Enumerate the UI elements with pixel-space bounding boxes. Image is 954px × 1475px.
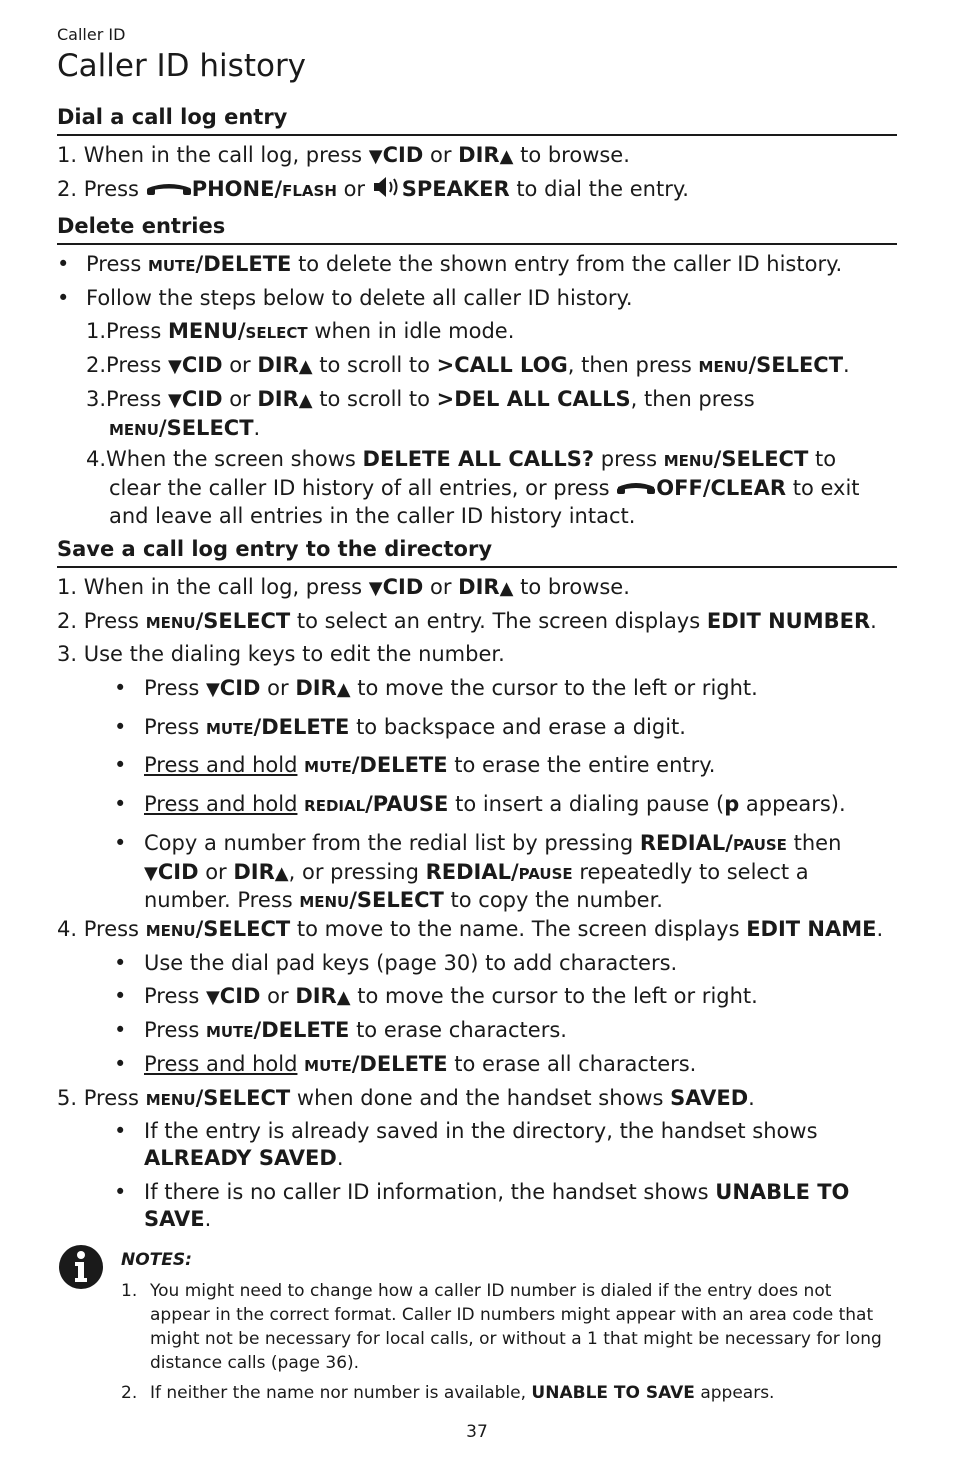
page-number: 37 — [466, 1422, 488, 1442]
up-arrow-icon: ▲ — [298, 356, 313, 377]
delete-substep-2: 2.Press ▼CID or DIR▲ to scroll to >CALL LOG, then press MENU/SELECT. — [86, 353, 850, 377]
save-step-5-bullet-1: • If the entry is already saved in the directory, the handset shows ALREADY SAVED. — [114, 1119, 818, 1170]
delete-substep-3: 3.Press ▼CID or DIR▲ to scroll to >DEL ALL CALLS, then press MENU/SELECT. — [86, 387, 755, 440]
delete-bullet-2: • Follow the steps below to delete all caller ID history. — [57, 286, 633, 310]
up-arrow-icon: ▲ — [274, 862, 289, 884]
bullet: • — [114, 1018, 127, 1042]
phone-handset-icon — [146, 178, 192, 205]
save-step-2: 2. Press MENU/SELECT to select an entry. The screen displays EDIT NUMBER. — [57, 609, 877, 633]
down-arrow-icon: ▼ — [144, 862, 158, 884]
note-2: 2. If neither the name nor number is available, UNABLE TO SAVE appears. — [121, 1383, 775, 1403]
bullet: • — [57, 286, 70, 310]
down-arrow-icon: ▼ — [168, 390, 182, 411]
save-step-4: 4. Press MENU/SELECT to move to the name. The screen displays EDIT NAME. — [57, 917, 884, 941]
bullet: • — [114, 831, 127, 855]
bullet: • — [114, 676, 127, 700]
up-arrow-icon: ▲ — [499, 578, 514, 599]
section-heading-delete: Delete entries — [57, 214, 897, 245]
save-step-4-bullet-4: • Press and hold MUTE/DELETE to erase all characters. — [114, 1052, 697, 1076]
dial-step-2: 2. Press PHONE/FLASH or SPEAKER to dial the entry. — [57, 176, 689, 205]
save-step-3-bullet-3: • Press and hold MUTE/DELETE to erase the entire entry. — [114, 753, 716, 777]
section-heading-save: Save a call log entry to the directory — [57, 537, 897, 568]
bullet: • — [114, 753, 127, 777]
down-arrow-icon: ▼ — [205, 679, 220, 700]
dial-step-1: 1. When in the call log, press ▼CID or DIR▲ to browse. — [57, 143, 630, 167]
save-step-3-bullet-1: • Press ▼CID or DIR▲ to move the cursor to the left or right. — [114, 676, 758, 700]
save-step-4-bullet-1: • Use the dial pad keys (page 30) to add characters. — [114, 951, 678, 975]
bullet: • — [114, 984, 127, 1008]
bullet: • — [114, 1052, 127, 1076]
page-title: Caller ID history — [57, 48, 307, 84]
running-head: Caller ID — [57, 25, 126, 44]
save-step-4-bullet-2: • Press ▼CID or DIR▲ to move the cursor to the left or right. — [114, 984, 758, 1008]
save-step-5-bullet-2: • If there is no caller ID information, the handset shows UNABLE TO SAVE. — [114, 1180, 850, 1231]
up-arrow-icon: ▲ — [336, 679, 351, 700]
info-icon — [57, 1242, 105, 1296]
bullet: • — [114, 1180, 127, 1204]
down-arrow-icon: ▼ — [368, 578, 383, 599]
save-step-3: 3. Use the dialing keys to edit the number. — [57, 642, 505, 666]
phone-hangup-icon — [616, 477, 656, 504]
save-step-1: 1. When in the call log, press ▼CID or DIR▲ to browse. — [57, 575, 630, 599]
bullet: • — [114, 951, 127, 975]
up-arrow-icon: ▲ — [336, 987, 351, 1008]
up-arrow-icon: ▲ — [499, 146, 514, 167]
down-arrow-icon: ▼ — [205, 987, 220, 1008]
notes-title: NOTES: — [121, 1250, 192, 1270]
down-arrow-icon: ▼ — [368, 146, 383, 167]
up-arrow-icon: ▲ — [298, 390, 313, 411]
section-heading-dial: Dial a call log entry — [57, 105, 897, 136]
save-step-4-bullet-3: • Press MUTE/DELETE to erase characters. — [114, 1018, 567, 1042]
save-step-5: 5. Press MENU/SELECT when done and the handset shows SAVED. — [57, 1086, 755, 1110]
speaker-icon — [372, 176, 402, 205]
save-step-3-bullet-2: • Press MUTE/DELETE to backspace and erase a digit. — [114, 715, 686, 739]
bullet: • — [114, 792, 127, 816]
delete-substep-1: 1.Press MENU/SELECT when in idle mode. — [86, 319, 515, 343]
delete-bullet-1: • Press MUTE/DELETE to delete the shown entry from the caller ID history. — [57, 252, 843, 276]
delete-substep-4: 4.When the screen shows DELETE ALL CALLS? press MENU/SELECT to clear the caller ID history of all entries, or press OFF/CLEAR to exit and leave all entries in the caller ID history intact. — [86, 447, 860, 528]
save-step-3-bullet-5: • Copy a number from the redial list by pressing REDIAL/PAUSE then ▼CID or DIR▲, or pressing REDIAL/PAUSE repeatedly to select a number. Press MENU/SELECT to copy the number. — [114, 831, 842, 912]
bullet: • — [114, 1119, 127, 1143]
save-step-3-bullet-4: • Press and hold REDIAL/PAUSE to insert a dialing pause (p appears). — [114, 792, 846, 816]
bullet: • — [114, 715, 127, 739]
down-arrow-icon: ▼ — [168, 356, 182, 377]
bullet: • — [57, 252, 70, 276]
note-1: 1. You might need to change how a caller ID number is dialed if the entry does not appear in the correct format. Caller ID numbers might appear with an area code that might not be necessary for local calls, or without a 1 that might be necessary for long distance calls (page 36). — [121, 1281, 882, 1373]
